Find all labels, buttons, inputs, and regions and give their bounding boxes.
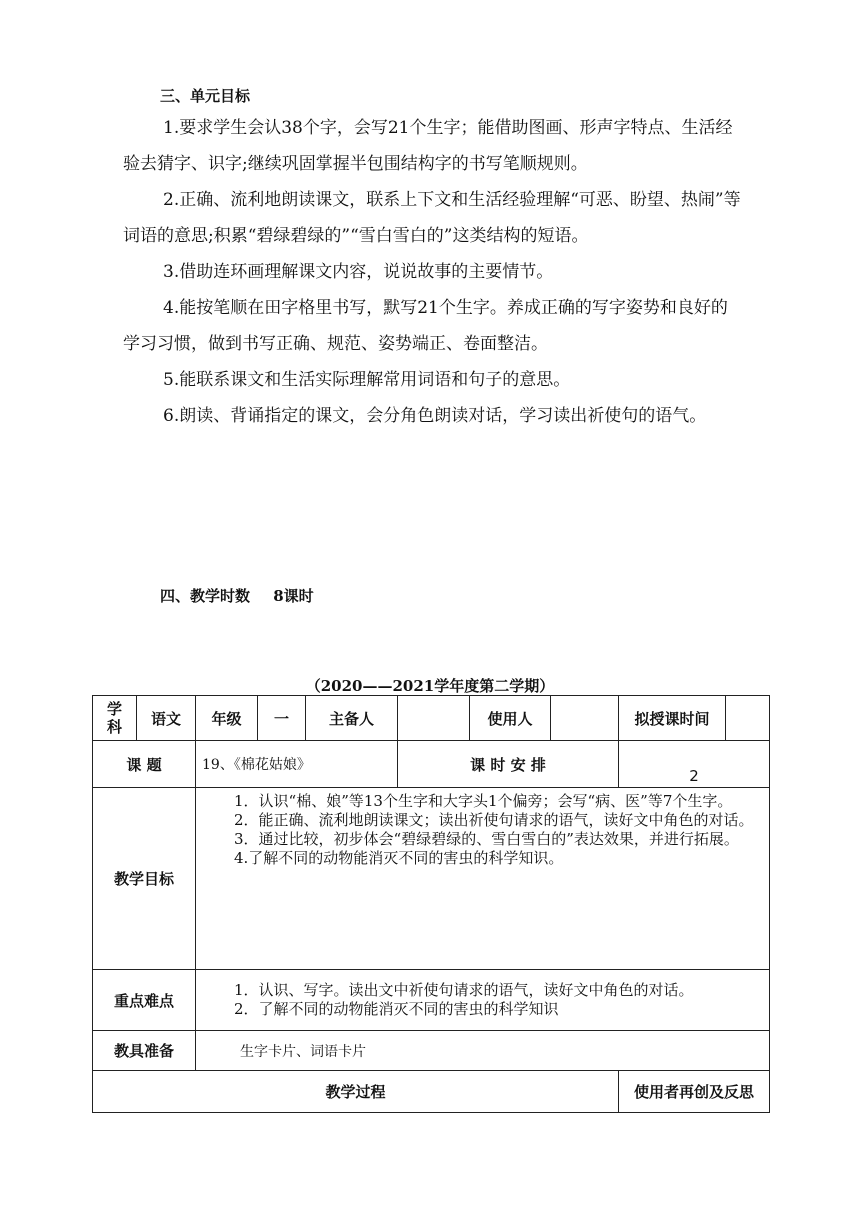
goal-item: 1．认识“棉、娘”等13个生字和大字头1个偏旁；会写“病、医”等7个生字。 bbox=[234, 792, 733, 810]
goal-item: 4.了解不同的动物能消灭不同的害虫的科学知识。 bbox=[234, 849, 564, 867]
table-caption: （2020——2021学年度第二学期） bbox=[305, 677, 555, 695]
table-row bbox=[93, 970, 770, 1031]
topic-value: 19、《棉花姑娘》 bbox=[196, 741, 398, 788]
section-heading-teaching-hours bbox=[160, 585, 314, 606]
table-row bbox=[93, 1031, 770, 1071]
subject-label: 学科 bbox=[93, 696, 137, 741]
preparer-label: 主备人 bbox=[306, 696, 398, 741]
unit-goal-item: 6.朗读、背诵指定的课文，会分角色朗读对话，学习读出祈使句的语气。 bbox=[163, 406, 707, 426]
unit-goal-item: 4.能按笔顺在田字格里书写，默写21个生字。养成正确的写字姿势和良好的学习习惯，做到书写正确、规范、姿势端正、卷面整洁。 bbox=[123, 298, 728, 354]
schedule-label: 课 时 安 排 bbox=[398, 741, 619, 788]
grade-label: 年级 bbox=[196, 696, 258, 741]
user-value bbox=[551, 696, 619, 741]
goal-item: 3．通过比较，初步体会“碧绿碧绿的、雪白雪白的”表达效果，并进行拓展。 bbox=[234, 830, 739, 848]
lesson-time-value bbox=[726, 696, 770, 741]
goals-label: 教学目标 bbox=[93, 788, 196, 970]
key-points-label: 重点难点 bbox=[93, 970, 196, 1031]
tools-label: 教具准备 bbox=[93, 1031, 196, 1071]
user-label: 使用人 bbox=[470, 696, 551, 741]
reflection-label: 使用者再创及反思 bbox=[619, 1071, 770, 1113]
key-points-content bbox=[196, 970, 770, 1031]
section-heading-unit-goals: 三、单元目标 bbox=[160, 87, 251, 105]
preparer-value bbox=[398, 696, 470, 741]
key-point-item: 2．了解不同的动物能消灭不同的害虫的科学知识 bbox=[234, 1000, 559, 1018]
lesson-plan-table bbox=[92, 695, 770, 1113]
goal-item: 2．能正确、流利地朗读课文；读出祈使句请求的语气，读好文中角色的对话。 bbox=[234, 811, 754, 829]
schedule-value: 2 bbox=[619, 741, 770, 788]
table-row bbox=[93, 741, 770, 788]
tools-value: 生字卡片、词语卡片 bbox=[196, 1031, 770, 1071]
subject-value: 语文 bbox=[137, 696, 196, 741]
table-row bbox=[93, 696, 770, 741]
unit-goal-item: 3.借助连环画理解课文内容，说说故事的主要情节。 bbox=[163, 262, 554, 282]
lesson-time-label: 拟授课时间 bbox=[619, 696, 726, 741]
table-row bbox=[93, 1071, 770, 1113]
topic-label: 课 题 bbox=[93, 741, 196, 788]
goals-content bbox=[196, 788, 770, 970]
teaching-hours-label: 四、教学时数 bbox=[160, 587, 251, 605]
teaching-hours-value: 8课时 bbox=[273, 587, 314, 605]
unit-goal-item: 2.正确、流利地朗读课文，联系上下文和生活经验理解“可恶、盼望、热闹”等词语的意思;积累“碧绿碧绿的”“雪白雪白的”这类结构的短语。 bbox=[123, 190, 741, 246]
process-label: 教学过程 bbox=[93, 1071, 619, 1113]
table-row bbox=[93, 788, 770, 970]
unit-goal-item: 1.要求学生会认38个字，会写21个生字；能借助图画、形声字特点、生活经验去猜字、识字;继续巩固掌握半包围结构字的书写笔顺规则。 bbox=[123, 118, 733, 174]
unit-goal-item: 5.能联系课文和生活实际理解常用词语和句子的意思。 bbox=[163, 370, 571, 390]
unit-goals-list bbox=[123, 110, 743, 434]
grade-value: 一 bbox=[258, 696, 306, 741]
key-point-item: 1．认识、写字。读出文中祈使句请求的语气，读好文中角色的对话。 bbox=[234, 981, 694, 999]
